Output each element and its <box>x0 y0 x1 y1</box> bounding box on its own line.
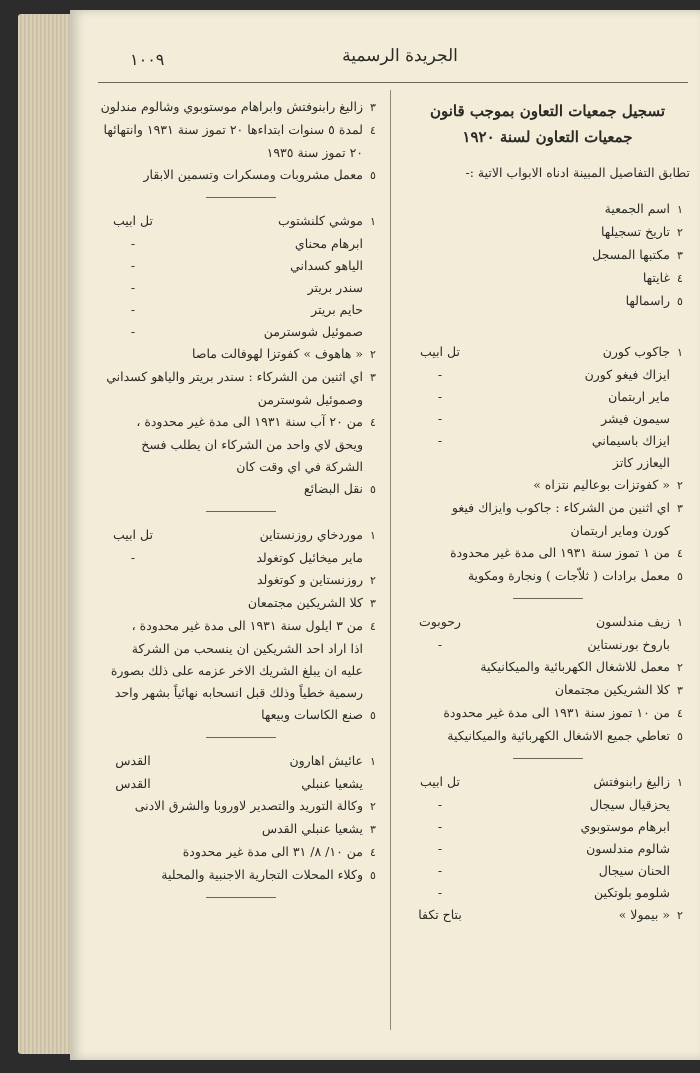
member-row: ١ موردخاي روزنستاين تل ابيب <box>113 527 376 542</box>
entry-line: ٣ اي اثنين من الشركاء : جاكوب وايزاك فيغو <box>451 500 683 515</box>
section-title: تسجيل جمعيات التعاون بموجب قانون جمعيات التعاون لسنة ١٩٢٠ <box>429 102 666 146</box>
list-item: ١ اسم الجمعية <box>604 201 683 216</box>
journal-title: الجريدة الرسمية <box>342 46 458 66</box>
list-item: ٢ تاريخ تسجيلها <box>600 224 683 239</box>
entry-separator <box>513 758 583 759</box>
entry-line: ٢ معمل للاشغال الكهربائية والميكانيكية <box>480 659 683 674</box>
entry-line: ٢ وكالة التوريد والتصدير لاوروبا والشرق الادنى <box>134 798 376 813</box>
column-divider <box>390 90 391 1030</box>
page-edges <box>18 14 78 1054</box>
entry-line: ٣ كلا الشريكين مجتمعان <box>554 682 683 697</box>
member-row: ابرهام محناي - <box>130 236 363 251</box>
member-row: ١ زاليغ رابنوفتش تل ابيب <box>420 774 683 789</box>
member-row: الحنان سيجال - <box>437 863 670 878</box>
entry-line: ٥ معمل برادات ( ثلاّجات ) ونجارة ومكوية <box>467 568 683 583</box>
entry-line: ٤ لمدة ٥ سنوات ابتداءها ٢٠ تموز سنة ١٩٣١ وانتهائها <box>103 122 376 137</box>
entry-line: ٢ روزنستاين و كوتغولد <box>256 572 376 587</box>
entry-line: ٤ من ١ تموز سنة ١٩٣١ الى مدة غير محدودة <box>450 545 683 560</box>
member-row: يشعيا عنبلي القدس <box>115 776 363 791</box>
society-entry <box>405 611 690 748</box>
entry-line: ٥ نقل البضائع <box>303 481 376 496</box>
entry-line: ٥ تعاطي جميع الاشغال الكهربائية والميكانيكية <box>447 728 683 743</box>
document-page <box>70 10 700 1060</box>
society-entry <box>98 750 383 887</box>
entry-line: ٤ من ١٠/ ٨/ ٣١ الى مدة غير محدودة <box>182 844 376 859</box>
entry-line: ٣ كلا الشريكين مجتمعان <box>247 595 376 610</box>
society-entry <box>405 771 690 927</box>
entry-line: ٤ من ٣ ايلول سنة ١٩٣١ الى مدة غير محدودة ، <box>131 618 376 633</box>
entry-line: ٤ من ١٠ تموز سنة ١٩٣١ الى مدة غير محدودة <box>443 705 683 720</box>
entry-line: الشركة في اي وقت كان <box>236 459 363 474</box>
right-column <box>405 90 690 927</box>
entry-line: ٢٠ تموز سنة ١٩٣٥ <box>266 145 363 160</box>
page-number: ١٠٠٩ <box>130 50 165 69</box>
entry-line: ٤ من ٢٠ آب سنة ١٩٣١ الى مدة غير محدودة ، <box>136 414 376 429</box>
member-row: شلومو بلوتكين - <box>437 885 670 900</box>
entry-line: كورن وماير اربتمان <box>570 523 670 538</box>
fields-list <box>405 198 690 313</box>
header-rule <box>98 82 688 83</box>
member-row: ١ موشي كلنشتوب تل ابيب <box>113 213 376 228</box>
member-row: ١ جاكوب كورن تل ابيب <box>420 344 683 359</box>
society-entry <box>98 524 383 727</box>
member-row: يحزقيال سيجال - <box>437 797 670 812</box>
entry-line: ٢ « كفوتزات بوعاليم نتزاه » <box>533 477 683 492</box>
entry-line: ٣ يشعيا عنبلي القدس <box>261 821 376 836</box>
member-row: ابرهام موستوبوي - <box>437 819 670 834</box>
entry-line: ٥ صنع الكاسات وبيعها <box>261 707 376 722</box>
entry-line: رسمية خطياً وذلك قبل انسحابه نهائياً بشهر واحد <box>114 685 363 700</box>
member-row: ١ زيف مندلسون رحوبوت <box>419 614 683 629</box>
entry-separator <box>206 897 276 898</box>
entry-line: وصموئيل شوسترمن <box>257 392 363 407</box>
entry-line: ٣ اي اثنين من الشركاء : سندر بريتر والياهو كسداني <box>106 369 376 384</box>
entry-line: ٢ « بيمولا » بتاح تكفا <box>418 907 683 922</box>
entry-separator <box>513 598 583 599</box>
list-item: ٤ غايتها <box>642 270 683 285</box>
left-column <box>98 90 383 910</box>
society-entry <box>405 341 690 588</box>
member-row: شالوم مندلسون - <box>437 841 670 856</box>
member-row: الياهو كسداني - <box>130 258 363 273</box>
entry-line: اذا اراد احد الشريكين ان ينسحب من الشركة <box>131 641 363 656</box>
entry-line: ٣ زاليغ رابنوفتش وابراهام موستوبوي وشالوم مندلون <box>100 99 376 114</box>
member-row: ايزاك باسيماني - <box>437 433 670 448</box>
entry-separator <box>206 737 276 738</box>
society-entry-continued <box>98 96 383 187</box>
member-row: حايم بريتر - <box>130 302 363 317</box>
member-row: باروخ بورنستاين - <box>437 637 670 652</box>
member-row: ايزاك فيغو كورن - <box>437 367 670 382</box>
page-header <box>70 46 700 76</box>
entry-line: ٢ « هاهوف » كفوتزا لهوفالت ماصا <box>192 346 376 361</box>
member-row: ماير اربتمان - <box>437 389 670 404</box>
entry-line: ٥ معمل مشروبات ومسكرات وتسمين الابقار <box>143 167 376 182</box>
member-row: ماير ميخائيل كوتغولد - <box>130 550 363 565</box>
list-item: ٥ راسمالها <box>625 293 683 308</box>
member-row: اليعازر كاتز <box>612 455 670 470</box>
member-row: سيمون فيشر - <box>437 411 670 426</box>
intro-text: تطابق التفاصيل المبينة ادناه الابواب الاتية :- <box>465 165 690 180</box>
member-row: صموئيل شوسترمن - <box>130 324 363 339</box>
entry-separator <box>206 511 276 512</box>
entry-line: ويحق لاي واحد من الشركاء ان يطلب فسخ <box>141 437 363 452</box>
entry-line: عليه ان يبلغ الشريك الاخر عزمه على ذلك بصورة <box>110 663 363 678</box>
entry-line: ٥ وكلاء المحلات التجارية الاجنبية والمحلية <box>161 867 376 882</box>
member-row: سندر بريتر - <box>130 280 363 295</box>
member-row: ١ عائيش اهارون القدس <box>115 753 376 768</box>
list-item: ٣ مكتبها المسجل <box>592 247 683 262</box>
entry-separator <box>206 197 276 198</box>
society-entry <box>98 210 383 501</box>
